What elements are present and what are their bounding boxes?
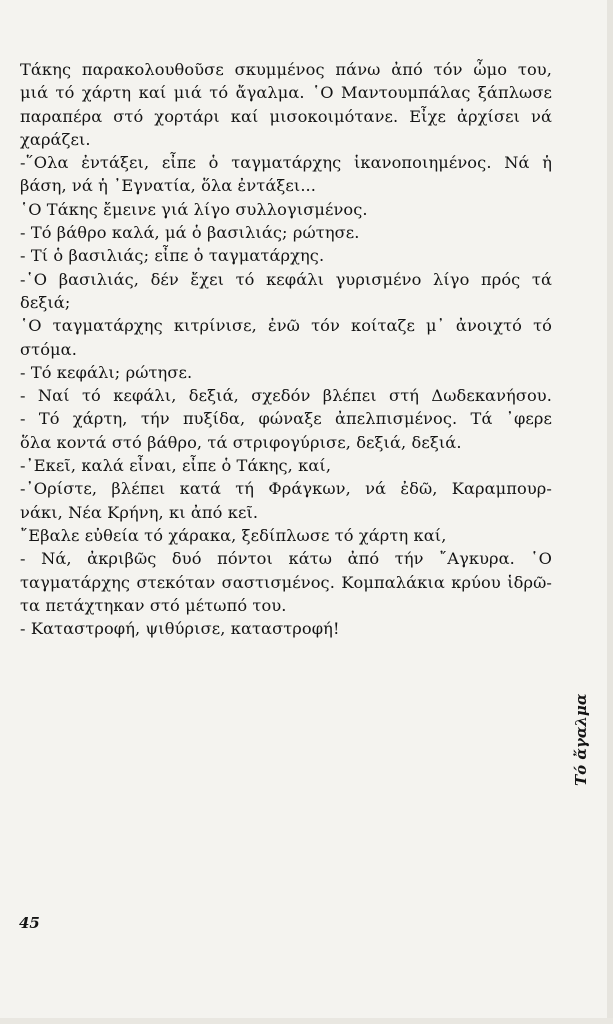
text-line: ῎Εβαλε εὐθεία τό χάρακα, ξεδίπλωσε τό χάρτη καί, — [20, 525, 447, 545]
text-line: χαράζει. — [20, 129, 91, 149]
text-line: μιά τό χάρτη καί μιά τό ἄγαλμα. ῾Ο Μαντουμπάλας ξάπλωσε — [20, 83, 552, 103]
text-line: βάση, νά ἡ ᾿Εγνατία, ὅλα ἐντάξει... — [20, 176, 317, 196]
text-line: παραπέρα στό χορτάρι καί μισοκοιμότανε. Εἶχε ἀρχίσει νά — [20, 106, 552, 126]
text-line: τα πετάχτηκαν στό μέτωπό του. — [20, 595, 287, 615]
text-line: -῞Ολα ἐντάξει, εἶπε ὁ ταγματάρχης ἱκανοποιημένος. Νά ἡ — [20, 153, 552, 173]
body-text — [20, 58, 552, 640]
text-line: - Τό κεφάλι; ρώτησε. — [20, 362, 193, 382]
text-line: - Τί ὁ βασιλιάς; εἶπε ὁ ταγματάρχης. — [20, 246, 325, 266]
text-line: δεξιά; — [20, 292, 71, 312]
text-line: νάκι, Νέα Κρήνη, κι ἀπό κεῖ. — [20, 502, 259, 522]
page-edge-bottom — [0, 1018, 613, 1024]
page-edge — [607, 0, 613, 1024]
running-title: Τό ἄγαλμα — [572, 693, 590, 786]
text-line: στόμα. — [20, 339, 77, 359]
text-line: -᾿Εκεῖ, καλά εἶναι, εἶπε ὁ Τάκης, καί, — [20, 456, 332, 476]
text-line: -᾿Ορίστε, βλέπει κατά τή Φράγκων, νά ἐδῶ, Καραμπουρ- — [20, 479, 552, 499]
text-line: ταγματάρχης στεκόταν σαστισμένος. Κομπαλάκια κρύου ἱδρῶ- — [20, 572, 552, 592]
text-line: - Τό χάρτη, τήν πυξίδα, φώναξε ἀπελπισμένος. Τά ᾿φερε — [20, 409, 552, 429]
text-line: Τάκης παρακολουθοῦσε σκυμμένος πάνω ἀπό τόν ὦμο του, — [20, 60, 552, 79]
text-line: ὅλα κοντά στό βάθρο, τά στριφογύρισε, δεξιά, δεξιά. — [20, 432, 462, 452]
text-line: ῾Ο ταγματάρχης κιτρίνισε, ἐνῶ τόν κοίταζε μ᾿ ἀνοιχτό τό — [20, 316, 552, 336]
page-number: 45 — [19, 914, 40, 932]
text-line: -῾Ο βασιλιάς, δέν ἔχει τό κεφάλι γυρισμένο λίγο πρός τά — [20, 269, 552, 289]
text-line: ῾Ο Τάκης ἔμεινε γιά λίγο συλλογισμένος. — [20, 199, 368, 219]
text-line: - Καταστροφή, ψιθύρισε, καταστροφή! — [20, 619, 340, 639]
text-line: - Ναί τό κεφάλι, δεξιά, σχεδόν βλέπει στή Δωδεκανήσου. — [20, 386, 552, 406]
text-line: - Τό βάθρο καλά, μά ὁ βασιλιάς; ρώτησε. — [20, 223, 360, 243]
text-line: - Νά, ἀκριβῶς δυό πόντοι κάτω ἀπό τήν ῎Αγκυρα. ῾Ο — [20, 549, 552, 569]
